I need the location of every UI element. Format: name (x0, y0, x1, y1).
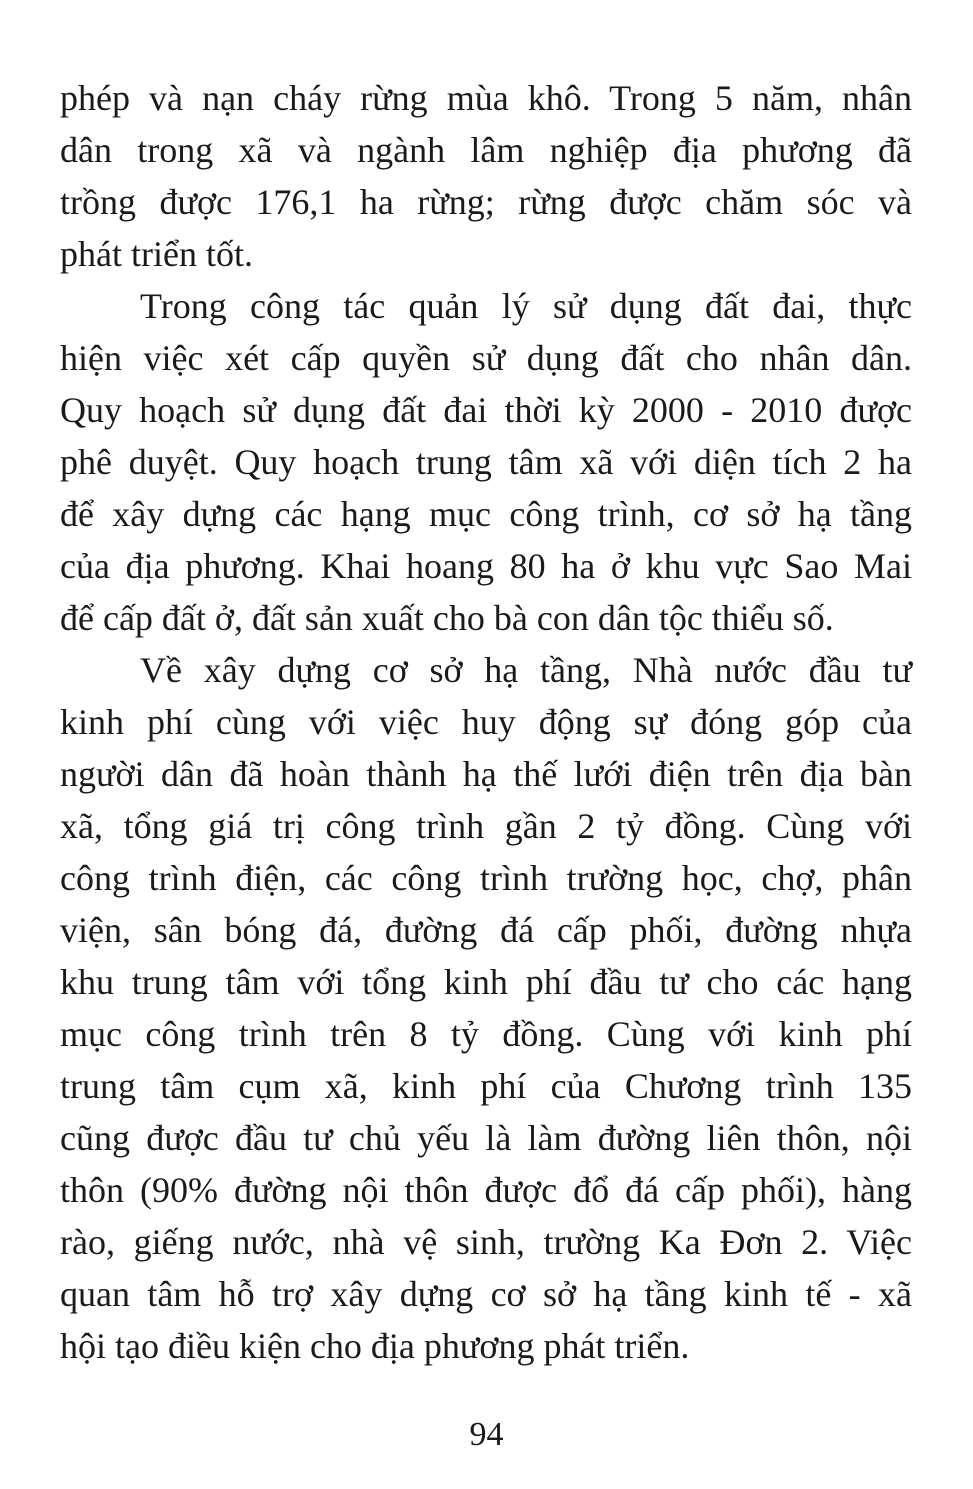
paragraph-3-line-9: trung tâm cụm xã, kinh phí của Chương trình 135 (60, 1066, 912, 1106)
paragraph-3-line-2: kinh phí cùng với việc huy động sự đóng góp của (60, 702, 912, 742)
paragraph-2-line-5: để xây dựng các hạng mục công trình, cơ sở hạ tầng (60, 494, 912, 534)
paragraph-2-line-7: để cấp đất ở, đất sản xuất cho bà con dân tộc thiểu số. (60, 598, 834, 638)
paragraph-2-line-1: Trong công tác quản lý sử dụng đất đai, thực (140, 286, 912, 326)
paragraph-3-line-4: xã, tổng giá trị công trình gần 2 tỷ đồng. Cùng với (60, 806, 912, 846)
paragraph-3-line-12: rào, giếng nước, nhà vệ sinh, trường Ka Đơn 2. Việc (60, 1222, 912, 1262)
paragraph-3-line-6: viện, sân bóng đá, đường đá cấp phối, đường nhựa (60, 910, 912, 950)
page-number: 94 (469, 1416, 504, 1453)
paragraph-3-line-13: quan tâm hỗ trợ xây dựng cơ sở hạ tầng kinh tế - xã (60, 1274, 912, 1314)
paragraph-3-line-5: công trình điện, các công trình trường học, chợ, phân (60, 858, 912, 898)
paragraph-3-line-8: mục công trình trên 8 tỷ đồng. Cùng với kinh phí (60, 1014, 912, 1054)
paragraph-3-line-14: hội tạo điều kiện cho địa phương phát triển. (60, 1326, 690, 1366)
paragraph-2-line-2: hiện việc xét cấp quyền sử dụng đất cho nhân dân. (60, 338, 912, 378)
paragraph-2-line-4: phê duyệt. Quy hoạch trung tâm xã với diện tích 2 ha (60, 442, 912, 482)
paragraph-1-line-1: phép và nạn cháy rừng mùa khô. Trong 5 năm, nhân (60, 78, 912, 118)
paragraph-1-line-3: trồng được 176,1 ha rừng; rừng được chăm sóc và (60, 182, 912, 222)
paragraph-3-line-1: Về xây dựng cơ sở hạ tầng, Nhà nước đầu tư (140, 650, 912, 690)
paragraph-3-line-7: khu trung tâm với tổng kinh phí đầu tư cho các hạng (60, 962, 912, 1002)
paragraph-2-line-6: của địa phương. Khai hoang 80 ha ở khu vực Sao Mai (60, 546, 912, 586)
paragraph-1-line-2: dân trong xã và ngành lâm nghiệp địa phương đã (60, 130, 912, 170)
paragraph-3-line-10: cũng được đầu tư chủ yếu là làm đường liên thôn, nội (60, 1118, 912, 1158)
body-text (60, 72, 912, 1372)
paragraph-2-line-3: Quy hoạch sử dụng đất đai thời kỳ 2000 - 2010 được (60, 390, 912, 430)
paragraph-3-line-11: thôn (90% đường nội thôn được đổ đá cấp phối), hàng (60, 1170, 912, 1210)
paragraph-3-line-3: người dân đã hoàn thành hạ thế lưới điện trên địa bàn (60, 754, 912, 794)
paragraph-1-line-4: phát triển tốt. (60, 234, 253, 274)
